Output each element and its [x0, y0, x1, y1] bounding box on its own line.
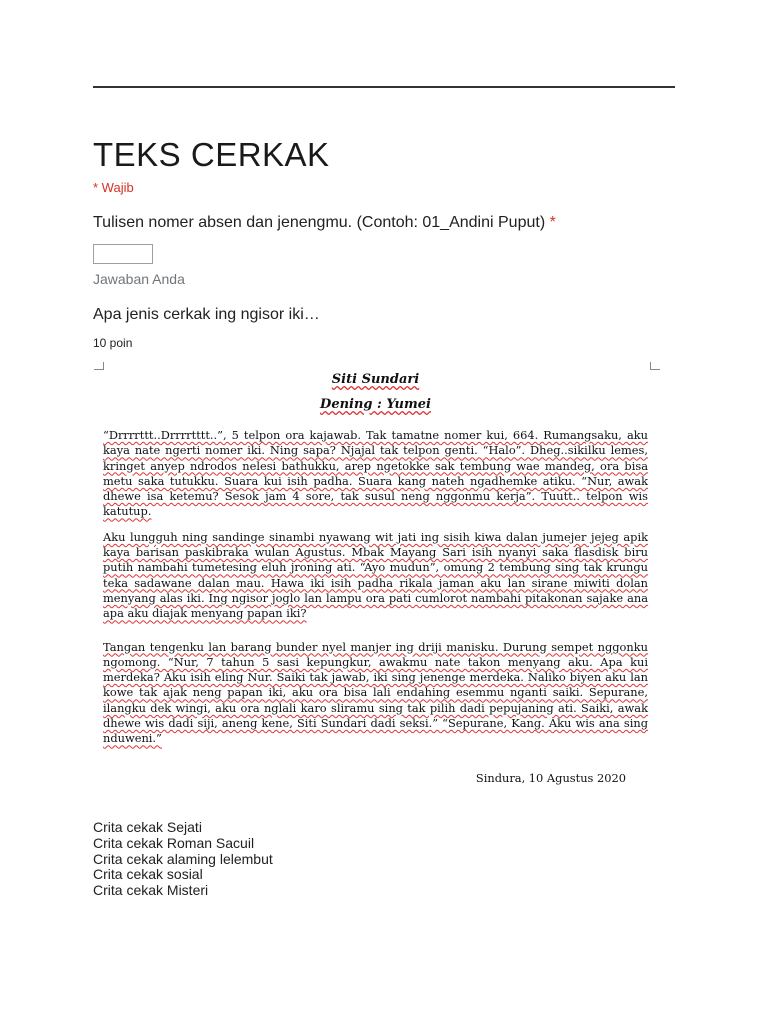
crop-mark-right — [650, 362, 660, 370]
story-date: Sindura, 10 Agustus 2020 — [475, 770, 626, 785]
answer-input[interactable] — [93, 244, 153, 264]
story-author: Dening : Yumei — [320, 397, 431, 412]
option-misteri[interactable]: Crita cekak Misteri — [93, 882, 209, 899]
required-star: * — [549, 214, 556, 231]
option-sosial[interactable]: Crita cekak sosial — [93, 866, 203, 883]
option-sejati[interactable]: Crita cekak Sejati — [93, 819, 202, 835]
story-title: Siti Sundari — [331, 372, 420, 387]
story-image — [103, 368, 648, 785]
question-name-absen — [93, 214, 556, 232]
story-paragraph: Aku lungguh ning sandinge sinambi nyawang wit jati ing sisih kiwa dalan jumejer jejeg apik kaya barisan paskibraka wulan Agustus. Mbak Mayang Sari isih nyanyi saka flasdisk biru putih nambahi tumetesing eluh jroning ati. “Ayo mudun”, omung 2 tembung sing tak krungu teka sadawane dalan mau. Hawa iki isih padha rikala jaman aku lan sirane miwiti dolan menyang alas iki. Ing ngisor joglo lan lampu ora pati cumlorot nambahi pitakonan sajake ana apa aku diajak menyang papan iki? — [103, 529, 648, 621]
question-text: Tulisen nomer absen dan jenengmu. (Contoh: 01_Andini Puput) — [93, 214, 546, 231]
question-jenis-cerkak: Apa jenis cerkak ing ngisor iki… — [93, 306, 320, 323]
required-note: * Wajib — [93, 180, 134, 195]
form-title: TEKS CERKAK — [93, 136, 330, 173]
points-label: 10 poin — [93, 336, 133, 350]
story-paragraph: “Drrrrttt..Drrrrtttt..”, 5 telpon ora kajawab. Tak tamatne nomer kui, 664. Rumangsaku, aku kaya nate ngerti nomer iki. Ning sapa? Njajal tak telpon genti. “Halo”. Dheg..sikilku lemes, kringet anyep ndrodos nelesi bathukku, arep ngetokke sak tembung wae mandeg, ora bisa metu saka tutukku. Suara kui isih padha. Suara kang nateh ngadhemke atiku. “Nur, awak dhewe isa ketemu? Sesok jam 4 sore, tak susul neng nggonmu kerja”. Tuutt.. telpon wis katutup. — [103, 428, 648, 519]
option-roman-sacuil[interactable]: Crita cekak Roman Sacuil — [93, 834, 255, 851]
answer-options — [93, 820, 273, 899]
option-alaming-lelembut[interactable]: Crita cekak alaming lelembut — [93, 850, 273, 867]
story-paragraph: Tangan tengenku lan barang bunder nyel manjer ing driji manisku. Durung sempet nggonku ngomong. “Nur, 7 tahun 5 sasi kepungkur, awakmu nate takon menyang aku. Apa kui merdeka? Aku isih eling Nur. Saiki tak jawab, iki sing jenenge merdeka. Naliko biyen aku lan kowe tak ajak neng papan iki, aku ora bisa lali endahing esemmu nganti saiki. Sepurane, ilangku dek wingi, aku ora nglali karo sliramu sing tak pilih dadi pepujaning ati. Saiki, awak dhewe wis dadi siji, aneng kene, Siti Sundari dadi seksi.” “Sepurane, Kang. Aku wis ana sing nduweni.” — [103, 639, 648, 746]
answer-caption: Jawaban Anda — [93, 271, 185, 287]
header-divider — [93, 86, 675, 88]
